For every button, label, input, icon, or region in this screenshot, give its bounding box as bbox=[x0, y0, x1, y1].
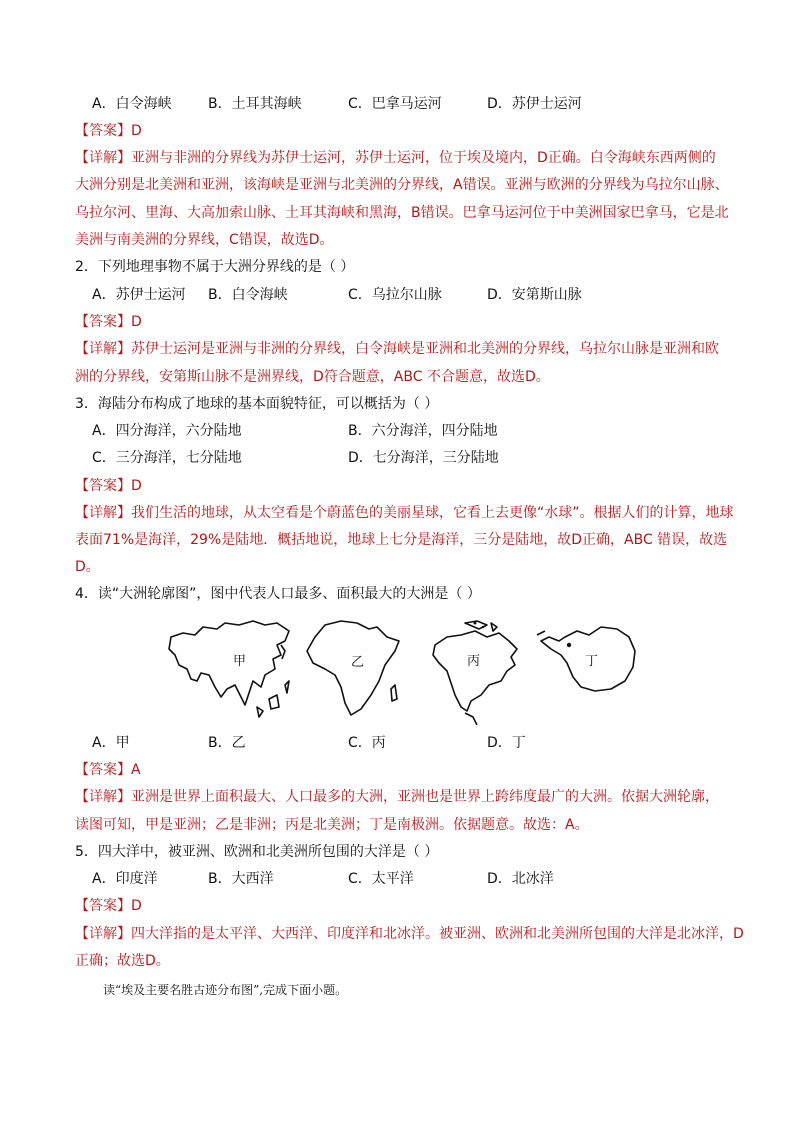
q3-explanation-line-1 bbox=[75, 503, 734, 523]
section-note: 读“埃及主要名胜古迹分布图”,完成下面小题。 bbox=[103, 983, 348, 997]
answer-value: D bbox=[131, 314, 142, 330]
explanation-tag: 【详解】 bbox=[75, 789, 131, 805]
q2-option-a: A．苏伊士运河 bbox=[92, 287, 186, 303]
answer-tag: 【答案】 bbox=[75, 762, 131, 778]
q4-answer bbox=[75, 760, 141, 780]
answer-tag: 【答案】 bbox=[75, 314, 131, 330]
answer-tag: 【答案】 bbox=[75, 478, 131, 494]
q3-stem: 3．海陆分布构成了地球的基本面貌特征，可以概括为（ ） bbox=[75, 396, 439, 412]
explanation-text: 四大洋指的是太平洋、大西洋、印度洋和北冰洋。被亚洲、欧洲和北美洲所包围的大洋是北冰洋，D bbox=[131, 926, 744, 942]
q1-answer bbox=[75, 121, 142, 141]
answer-value: A bbox=[131, 762, 141, 778]
q5-option-c: C．太平洋 bbox=[348, 871, 414, 887]
q3-answer bbox=[75, 476, 142, 496]
q4-option-b: B．乙 bbox=[208, 735, 246, 751]
continent-jia-outline bbox=[169, 621, 289, 705]
q4-option-d: D．丁 bbox=[487, 735, 526, 751]
q4-explanation-line-2: 读图可知，甲是亚洲；乙是非洲；丙是北美洲；丁是南极洲。依据题意。故选：A。 bbox=[75, 817, 589, 833]
q4-option-c: C．丙 bbox=[348, 735, 386, 751]
q3-option-d: D．七分海洋，三分陆地 bbox=[348, 450, 499, 466]
continent-outline-svg bbox=[165, 615, 645, 725]
answer-value: D bbox=[131, 123, 142, 139]
q5-answer bbox=[75, 896, 142, 916]
q4-explanation-line-1 bbox=[75, 787, 719, 807]
q5-explanation-line-1 bbox=[75, 924, 744, 944]
q1-option-b: B．土耳其海峡 bbox=[208, 96, 302, 112]
map-label-jia: 甲 bbox=[233, 654, 247, 669]
explanation-text: 苏伊士运河是亚洲与非洲的分界线，白令海峡是亚洲和北美洲的分界线，乌拉尔山脉是亚洲和欧 bbox=[131, 341, 719, 357]
q4-option-a: A．甲 bbox=[92, 735, 130, 751]
explanation-tag: 【详解】 bbox=[75, 341, 131, 357]
q1-explanation-line-4: 美洲与南美洲的分界线，C错误，故选D。 bbox=[75, 232, 334, 248]
map-label-ding: 丁 bbox=[585, 654, 599, 669]
q5-option-d: D．北冰洋 bbox=[487, 871, 554, 887]
q2-option-b: B．白令海峡 bbox=[208, 287, 288, 303]
answer-tag: 【答案】 bbox=[75, 898, 131, 914]
q5-option-b: B．大西洋 bbox=[208, 871, 274, 887]
explanation-text: 我们生活的地球，从太空看是个蔚蓝色的美丽星球，它看上去更像“水球”。根据人们的计算，地球 bbox=[131, 505, 734, 521]
map-label-yi: 乙 bbox=[351, 655, 365, 670]
explanation-tag: 【详解】 bbox=[75, 926, 131, 942]
q1-option-d: D．苏伊士运河 bbox=[487, 96, 582, 112]
q3-option-b: B．六分海洋，四分陆地 bbox=[348, 423, 498, 439]
q1-explanation-line-3: 乌拉尔河、里海、大高加索山脉、土耳其海峡和黑海，B错误。巴拿马运河位于中美洲国家巴拿马，它是北 bbox=[75, 205, 729, 221]
q1-explanation-line-1 bbox=[75, 148, 716, 168]
q3-explanation-line-3: D。 bbox=[75, 559, 100, 575]
q2-option-d: D．安第斯山脉 bbox=[487, 287, 582, 303]
q1-option-a: A．白令海峡 bbox=[92, 96, 172, 112]
q2-explanation-line-1 bbox=[75, 339, 719, 359]
q1-option-c: C．巴拿马运河 bbox=[348, 96, 442, 112]
q2-answer bbox=[75, 312, 142, 332]
map-label-bing: 丙 bbox=[467, 654, 481, 669]
q5-explanation-line-2: 正确；故选D。 bbox=[75, 953, 170, 969]
q3-option-c: C．三分海洋，七分陆地 bbox=[92, 450, 242, 466]
q5-option-a: A．印度洋 bbox=[92, 871, 158, 887]
q3-explanation-line-2: 表面71%是海洋，29%是陆地．概括地说，地球上七分是海洋，三分是陆地，故D正确，ABC 错误，故选 bbox=[75, 532, 728, 548]
q1-explanation-line-2: 大洲分别是北美洲和亚洲，该海峡是亚洲与北美洲的分界线，A错误。亚洲与欧洲的分界线为乌拉尔山脉、 bbox=[75, 177, 729, 193]
continent-bing-outline bbox=[433, 631, 517, 711]
answer-value: D bbox=[131, 478, 142, 494]
answer-value: D bbox=[131, 898, 142, 914]
explanation-tag: 【详解】 bbox=[75, 150, 131, 166]
continent-outline-map bbox=[165, 615, 645, 725]
answer-tag: 【答案】 bbox=[75, 123, 131, 139]
q2-option-c: C．乌拉尔山脉 bbox=[348, 287, 442, 303]
q2-stem: 2．下列地理事物不属于大洲分界线的是（ ） bbox=[75, 259, 355, 275]
q5-stem: 5．四大洋中，被亚洲、欧洲和北美洲所包围的大洋是（ ） bbox=[75, 844, 439, 860]
explanation-text: 亚洲与非洲的分界线为苏伊士运河，苏伊士运河，位于埃及境内，D正确。白令海峡东西两侧的 bbox=[131, 150, 716, 166]
q2-explanation-line-2: 洲的分界线，安第斯山脉不是洲界线，D符合题意，ABC 不合题意，故选D。 bbox=[75, 369, 550, 385]
q3-option-a: A．四分海洋，六分陆地 bbox=[92, 423, 242, 439]
explanation-tag: 【详解】 bbox=[75, 505, 131, 521]
explanation-text: 亚洲是世界上面积最大、人口最多的大洲，亚洲也是世界上跨纬度最广的大洲。依据大洲轮廓， bbox=[131, 789, 719, 805]
q4-stem: 4．读“大洲轮廓图”，图中代表人口最多、面积最大的大洲是（ ） bbox=[75, 586, 481, 602]
